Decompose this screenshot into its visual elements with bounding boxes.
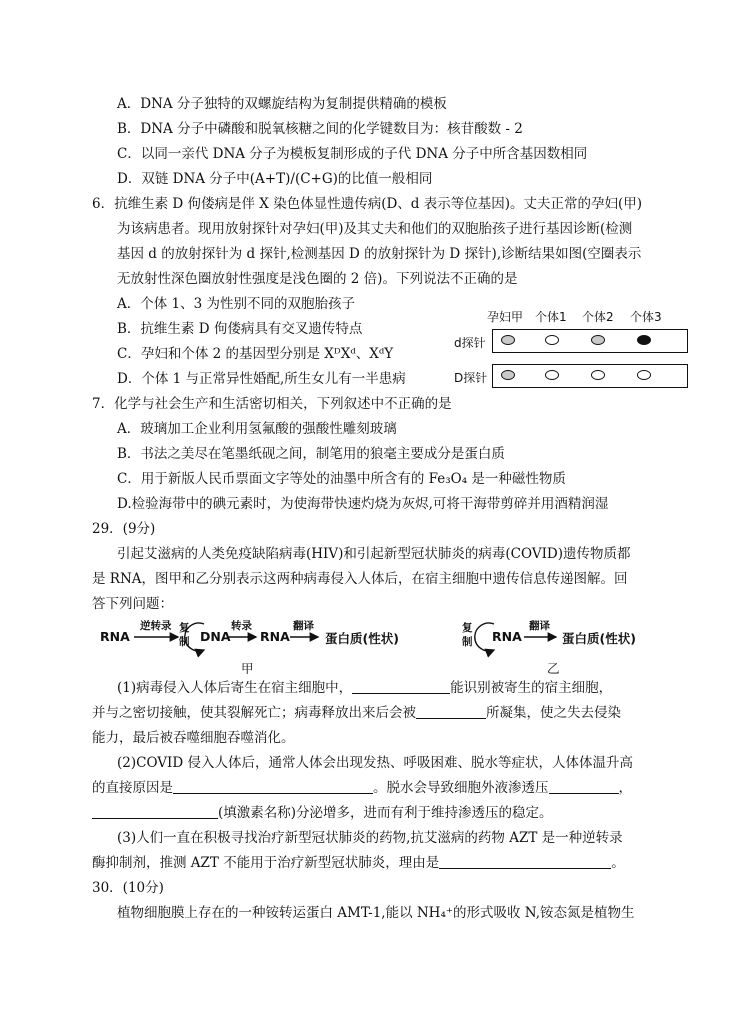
spot-empty <box>591 370 605 380</box>
q6-stem-line-3: 基因 d 的放射探针为 d 探针,检测基因 D 的放射探针为 D 探针),诊断结果如图(空圈表示 <box>117 246 642 262</box>
probe-diagnosis-figure <box>449 308 689 388</box>
q7-option-c: C．用于新版人民币票面文字等处的油墨中所含有的 Fe₃O₄ 是一种磁性物质 <box>117 471 566 487</box>
q7-stem: 7．化学与社会生产和生活密切相关，下列叙述中不正确的是 <box>92 396 452 412</box>
q29-title: 29．(9分) <box>92 521 156 537</box>
q5-option-a: A．DNA 分子独特的双螺旋结构为复制提供精确的模板 <box>117 96 447 112</box>
flow-jia-replicate-1: 复 <box>179 622 190 634</box>
q6-stem-line-4: 无放射性深色圈放射性强度是浅色圈的 2 倍)。下列说法不正确的是 <box>117 271 518 287</box>
q5-option-b: B．DNA 分子中磷酸和脱氧核糖之间的化学键数目为：核苷酸数 - 2 <box>117 121 523 137</box>
spot-dark <box>637 335 651 345</box>
answer-blank-6[interactable] <box>439 854 611 869</box>
flow-diagram-yi <box>462 616 642 676</box>
q29-intro-line-1: 引起艾滋病的人类免疫缺陷病毒(HIV)和引起新型冠状肺炎的病毒(COVID)遗传物质都 <box>117 546 631 562</box>
q29-part-1-line-3: 能力，最后被吞噬细胞吞噬消化。 <box>92 730 295 746</box>
q6-option-c: C．孕妇和个体 2 的基因型分别是 XᴰXᵈ、XᵈY <box>117 346 394 362</box>
spot-light <box>501 370 515 380</box>
flow-yi-protein: 蛋白质(性状) <box>562 631 636 646</box>
flow-jia-protein: 蛋白质(性状) <box>325 631 399 646</box>
spot-empty <box>637 370 651 380</box>
answer-blank-5[interactable] <box>92 804 218 819</box>
q6-option-b: B．抗维生素 D 佝偻病具有交叉遗传特点 <box>117 321 363 337</box>
header-pregnant-jia: 孕妇甲 <box>487 310 524 324</box>
spot-empty <box>545 335 559 345</box>
flow-jia-replicate-2: 制 <box>179 636 190 648</box>
flow-jia-translation: 翻译 <box>293 620 314 632</box>
q29-intro-line-2: 是 RNA，图甲和乙分别表示这两种病毒侵入人体后，在宿主细胞中遗传信息传递图解。回 <box>92 571 628 587</box>
q29-part-3-line-2: 酶抑制剂，推测 AZT 不能用于治疗新型冠状肺炎，理由是 。 <box>92 855 625 871</box>
flow-yi-replicate-2: 制 <box>462 636 473 648</box>
spot-empty <box>545 370 559 380</box>
q6-stem-line-2: 为该病患者。现用放射探针对孕妇(甲)及其丈夫和他们的双胞胎孩子进行基因诊断(检测 <box>117 221 633 237</box>
flow-jia-transcription: 转录 <box>231 620 252 632</box>
flow-yi-replicate-1: 复 <box>462 622 473 634</box>
flow-yi-rna: RNA <box>492 629 522 644</box>
label-d-probe: d探针 <box>454 336 486 350</box>
answer-blank-3[interactable] <box>173 779 373 794</box>
q29-part-2-line-3: (填激素名称)分泌增多，进而有利于维持渗透压的稳定。 <box>92 803 553 823</box>
q30-text: 植物细胞膜上存在的一种铵转运蛋白 AMT-1,能以 NH₄⁺的形式吸收 N,铵态氮是植物生 <box>117 905 635 921</box>
flow-jia-dna: DNA <box>200 629 231 644</box>
flow-jia-rna: RNA <box>100 629 130 644</box>
q29-part-1-line-1: (1)病毒侵入人体后寄生在宿主细胞中， 能识别被寄生的宿主细胞， <box>117 680 613 696</box>
flow-yi-translation: 翻译 <box>529 620 550 632</box>
q29-part-2-line-1: (2)COVID 侵入人体后，通常人体会出现发热、呼吸困难、脱水等症状，人体体温升高 <box>117 755 633 771</box>
header-individual-1: 个体1 <box>535 310 567 324</box>
q7-option-b: B．书法之美尽在笔墨纸砚之间，制笔用的狼毫主要成分是蛋白质 <box>117 446 505 462</box>
q6-option-d: D．个体 1 与正常异性婚配,所生女儿有一半患病 <box>117 371 406 387</box>
q29-part-1-line-2: 并与之密切接触，使其裂解死亡；病毒释放出来后会被 所凝集，使之失去侵染 <box>92 705 621 721</box>
spot-light <box>501 335 515 345</box>
header-individual-2: 个体2 <box>582 310 614 324</box>
flow-diagram-jia <box>100 616 410 676</box>
answer-blank-2[interactable] <box>416 704 486 719</box>
q5-option-c: C．以同一亲代 DNA 分子为模板复制形成的子代 DNA 分子中所含基因数相同 <box>117 146 588 162</box>
q7-option-a: A．玻璃加工企业利用氢氟酸的强酸性雕刻玻璃 <box>117 421 397 437</box>
q30-title: 30．(10分) <box>92 880 164 896</box>
q29-part-3-line-1: (3)人们一直在积极寻找治疗新型冠状肺炎的药物,抗艾滋病的药物 AZT 是一种逆转录 <box>117 830 623 846</box>
answer-blank-4[interactable] <box>549 779 619 794</box>
q29-intro-line-3: 答下列问题： <box>92 596 173 612</box>
header-individual-3: 个体3 <box>630 310 662 324</box>
q7-option-d: D.检验海带中的碘元素时，为使海带快速灼烧为灰烬,可将干海带剪碎并用酒精润湿 <box>117 496 609 512</box>
answer-blank-1[interactable] <box>352 679 450 694</box>
D-probe-row <box>492 364 688 388</box>
q6-option-a: A．个体 1、3 为性别不同的双胞胎孩子 <box>117 296 356 312</box>
flow-jia-rna-2: RNA <box>260 629 290 644</box>
label-D-probe: D探针 <box>454 371 488 385</box>
spot-light <box>591 335 605 345</box>
q5-option-d: D．双链 DNA 分子中(A+T)/(C+G)的比值一般相同 <box>117 171 433 187</box>
flow-yi-label: 乙 <box>547 661 560 676</box>
q29-part-2-line-2: 的直接原因是 。脱水会导致细胞外液渗透压 ， <box>92 780 632 796</box>
flow-jia-label: 甲 <box>241 661 254 676</box>
d-probe-row <box>492 329 688 353</box>
q6-stem-line-1: 6．抗维生素 D 佝偻病是伴 X 染色体显性遗传病(D、d 表示等位基因)。丈夫正常的孕妇(甲) <box>92 196 643 212</box>
flow-jia-reverse-transcription: 逆转录 <box>140 620 172 632</box>
